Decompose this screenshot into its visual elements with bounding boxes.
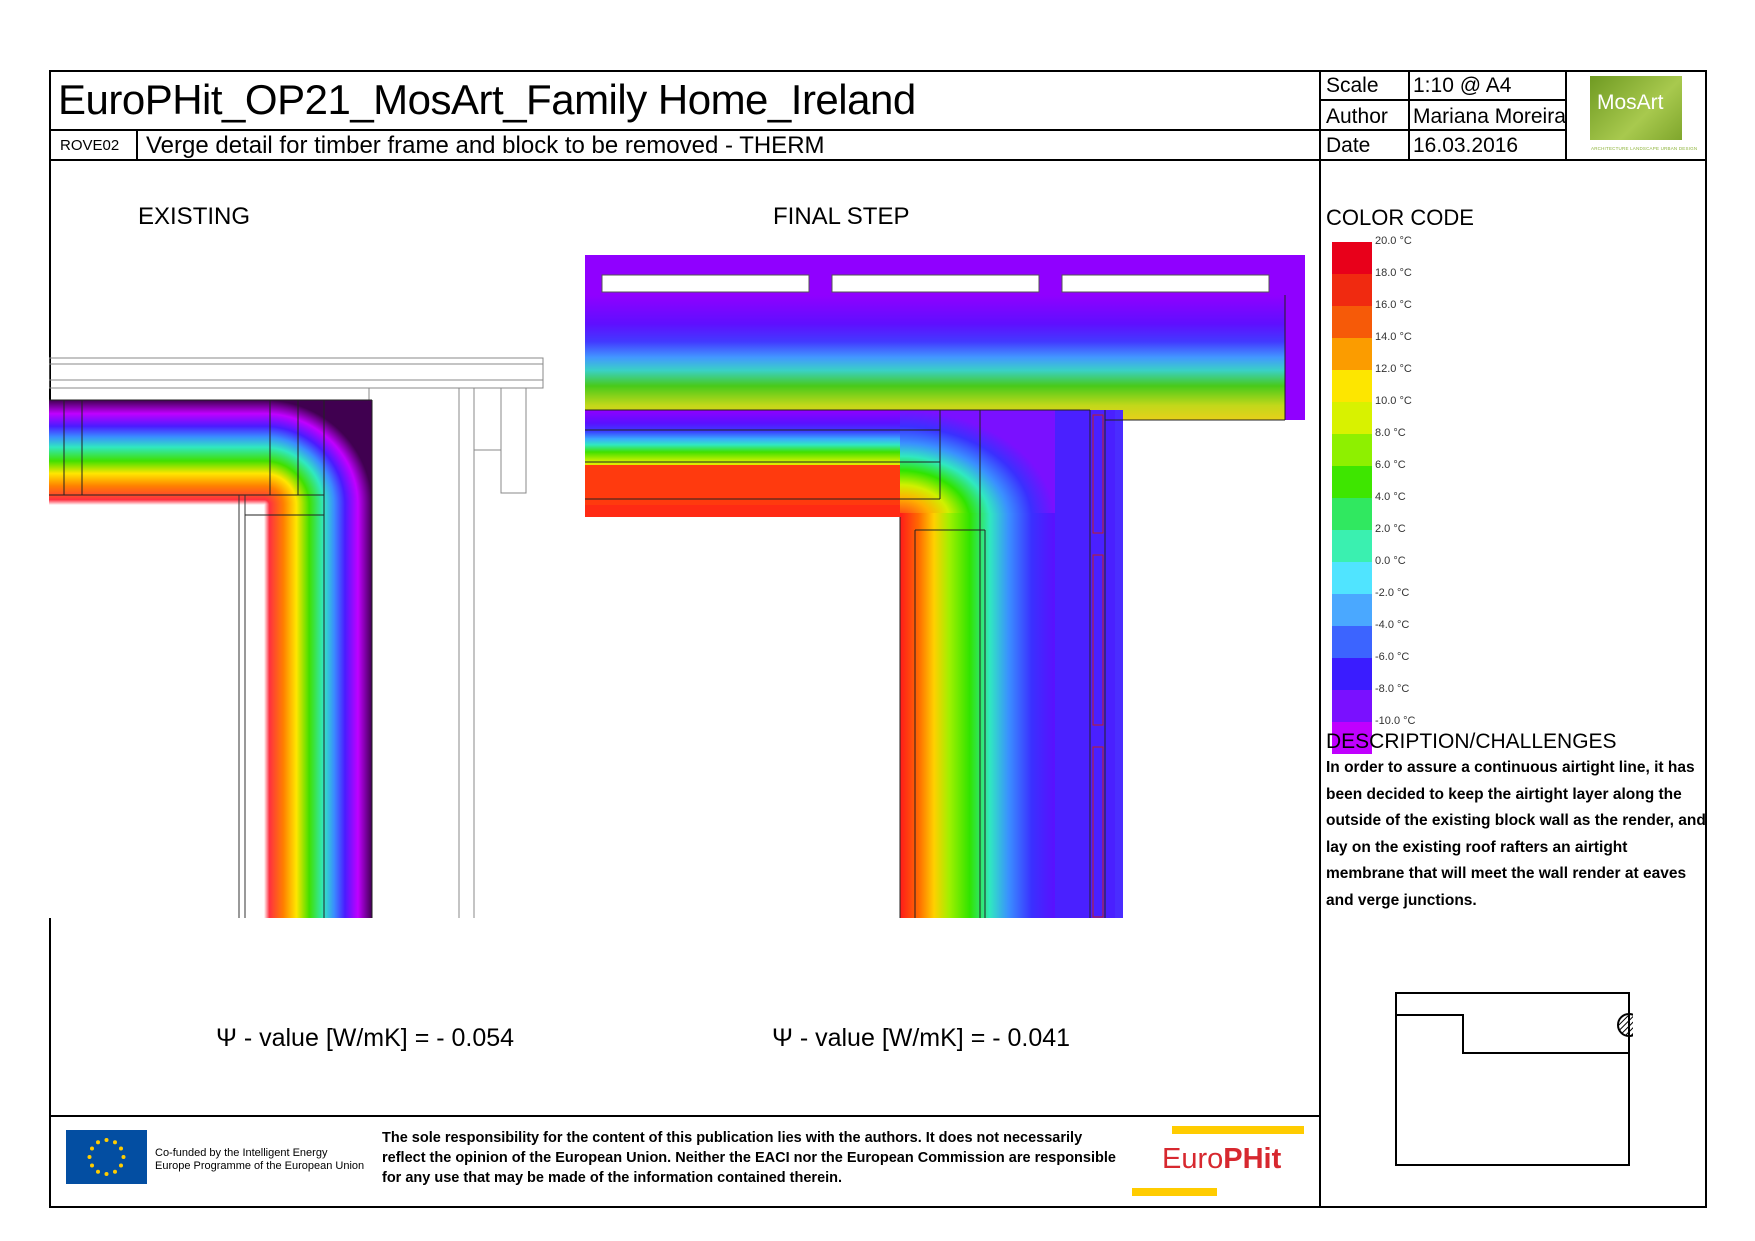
color-code-label: -6.0 °C <box>1375 651 1410 663</box>
europhit-prefix: Euro <box>1162 1143 1224 1175</box>
author-label: Author <box>1326 105 1388 128</box>
color-code-swatch <box>1332 274 1372 306</box>
divider <box>1319 70 1321 1208</box>
divider <box>1319 129 1565 131</box>
scale-label: Scale <box>1326 74 1379 97</box>
color-code-label: 2.0 °C <box>1375 523 1406 535</box>
eu-cofunded-text: Co-funded by the Intelligent Energy Europe Programme of the European Union <box>155 1147 365 1172</box>
color-code-swatch <box>1332 306 1372 338</box>
divider <box>49 129 1319 131</box>
color-code-swatch <box>1332 338 1372 370</box>
color-code-swatch <box>1332 530 1372 562</box>
color-code-label: 14.0 °C <box>1375 331 1412 343</box>
color-code-label: -10.0 °C <box>1375 715 1416 727</box>
divider <box>1319 99 1565 101</box>
color-code-swatch <box>1332 402 1372 434</box>
eu-disclaimer: The sole responsibility for the content of this publication lies with the authors. It does not necessarily reflect the opinion of the European Union. Neither the EACI nor the European Commission are responsible for any use that may be made of the information contained therein. <box>382 1130 1116 1186</box>
description-text: In order to assure a continuous airtight line, it has been decided to keep the airtight layer along the outside of the existing block wall as the render, and lay on the existing roof rafters an airtight membrane that will meet the wall render at eaves and verge junctions. <box>1326 759 1706 909</box>
color-code-swatch <box>1332 562 1372 594</box>
color-code-swatch <box>1332 594 1372 626</box>
color-code-swatch <box>1332 498 1372 530</box>
color-code-swatch <box>1332 690 1372 722</box>
existing-title: EXISTING <box>138 203 251 230</box>
existing-therm-image <box>49 350 549 918</box>
europhit-logo <box>1132 1126 1304 1196</box>
author-value: Mariana Moreira <box>1413 105 1566 128</box>
color-code-label: 18.0 °C <box>1375 267 1412 279</box>
date-label: Date <box>1326 134 1371 157</box>
drawing-code: ROVE02 <box>60 137 120 154</box>
color-code-title: COLOR CODE <box>1326 205 1474 230</box>
mosart-logo-tagline: ARCHITECTURE LANDSCAPE URBAN DESIGN <box>1591 146 1698 151</box>
color-code-legend <box>1332 235 1452 727</box>
color-code-label: 4.0 °C <box>1375 491 1406 503</box>
final-step-therm-image <box>585 255 1310 918</box>
color-code-label: 6.0 °C <box>1375 459 1406 471</box>
color-code-label: 8.0 °C <box>1375 427 1406 439</box>
color-code-label: 12.0 °C <box>1375 363 1412 375</box>
color-code-label: -4.0 °C <box>1375 619 1410 631</box>
final-psi-value: Ψ - value [W/mK] = - 0.041 <box>772 1024 1071 1052</box>
color-code-swatch <box>1332 658 1372 690</box>
color-code-label: 16.0 °C <box>1375 299 1412 311</box>
divider <box>1408 70 1410 160</box>
color-code-label: 0.0 °C <box>1375 555 1406 567</box>
description-title: DESCRIPTION/CHALLENGES <box>1326 730 1617 753</box>
divider <box>49 1115 1319 1117</box>
divider <box>136 129 138 160</box>
date-value: 16.03.2016 <box>1413 134 1519 157</box>
drawing-title: EuroPHit_OP21_MosArt_Family Home_Ireland <box>58 76 916 123</box>
final-step-title: FINAL STEP <box>773 203 910 230</box>
europhit-suffix: PHit <box>1223 1143 1282 1175</box>
existing-psi-value: Ψ - value [W/mK] = - 0.054 <box>216 1024 515 1052</box>
scale-value: 1:10 @ A4 <box>1413 74 1512 97</box>
color-code-label: -8.0 °C <box>1375 683 1410 695</box>
key-plan-diagram <box>1393 990 1633 1170</box>
color-code-swatch <box>1332 242 1372 274</box>
mosart-logo-text: MosArt <box>1597 91 1664 114</box>
color-code-swatch <box>1332 370 1372 402</box>
drawing-subtitle: Verge detail for timber frame and block to be removed - THERM <box>146 132 825 159</box>
color-code-swatch <box>1332 626 1372 658</box>
color-code-label: 10.0 °C <box>1375 395 1412 407</box>
color-code-swatch <box>1332 434 1372 466</box>
color-code-label: 20.0 °C <box>1375 235 1412 247</box>
eu-stars-icon <box>66 1130 147 1184</box>
color-code-swatch <box>1332 466 1372 498</box>
color-code-label: -2.0 °C <box>1375 587 1410 599</box>
